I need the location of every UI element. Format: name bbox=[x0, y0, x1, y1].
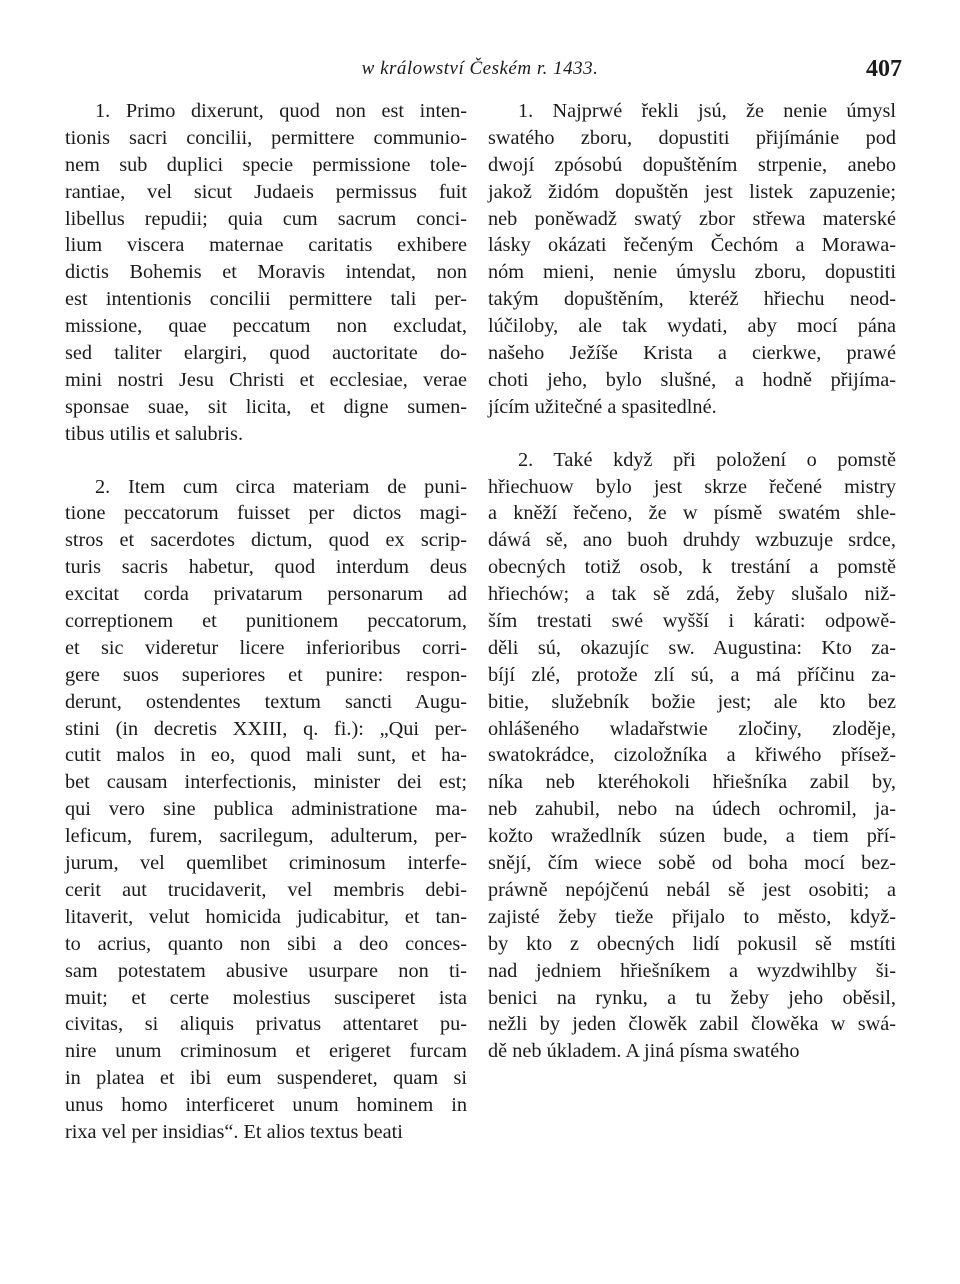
text-line: by kto z obecných lidí pokusil sě mstíti bbox=[488, 932, 896, 955]
text-line: bíjí zlé, protože zlí sú, a má příčinu za- bbox=[488, 663, 896, 686]
text-line: swatokrádce, cizoložníka a křiwého přísež- bbox=[488, 744, 896, 767]
text-line: dě neb úkladem. A jiná písma swatého bbox=[488, 1040, 800, 1063]
running-title: w králowství Českém r. 1433. bbox=[361, 58, 599, 79]
text-line: dáwá sě, ano buoh druhdy wzbuzuje srdce, bbox=[488, 529, 896, 552]
text-line: qui vero sine publica administratione ma- bbox=[65, 798, 467, 821]
text-line: 2. Item cum circa materiam de puni- bbox=[95, 475, 467, 498]
text-line: 1. Primo dixerunt, quod non est inten- bbox=[95, 100, 467, 122]
text-line: ším trestati swé wyšší i kárati: odpowě- bbox=[488, 610, 896, 633]
text-line: kožto wražedlník súzen bude, a tiem pří- bbox=[488, 825, 896, 848]
text-line: jurum, vel quemlibet criminosum interfe- bbox=[65, 852, 467, 875]
czech-column bbox=[488, 98, 896, 1065]
text-line: hřiechuow bylo jest skrze řečené mistry bbox=[488, 475, 896, 498]
text-line: takým dopuštěním, kteréž hřiechu neod- bbox=[488, 288, 896, 311]
text-line: rantiae, vel sicut Judaeis permissus fuit bbox=[65, 180, 467, 203]
text-line: lúčiloby, ale tak wydati, aby mocí pána bbox=[488, 315, 896, 338]
text-line: lásky okázati řečeným Čechóm a Morawa- bbox=[488, 234, 896, 257]
text-line: in platea et ibi eum suspenderet, quam si bbox=[65, 1067, 467, 1090]
text-line: et sic videretur licere inferioribus corri- bbox=[65, 636, 467, 659]
text-line: stros et sacerdotes dictum, quod ex scrip- bbox=[65, 529, 467, 552]
text-line: hřiechów; a tak sě zdá, žeby slušalo niž- bbox=[488, 583, 896, 606]
text-line: benici na rynku, a tu žeby jeho oběsil, bbox=[488, 986, 896, 1009]
text-line: excitat corda privatarum personarum ad bbox=[65, 583, 467, 606]
text-line: bet causam interfectionis, minister dei est; bbox=[65, 771, 467, 794]
text-line: sam potestatem abusive usurpare non ti- bbox=[65, 959, 467, 982]
text-line: libellus repudii; quia cum sacrum conci- bbox=[65, 207, 467, 230]
text-line: tionis sacri concilii, permittere communio- bbox=[65, 126, 467, 149]
text-line: sponsae suae, sit licita, et digne sumen- bbox=[65, 395, 467, 418]
text-line: tione peccatorum fuisset per dictos magi- bbox=[65, 502, 467, 525]
text-line: sed taliter elargiri, quod auctoritate do- bbox=[65, 342, 467, 365]
text-line: choti jeho, bylo slušné, a hodně přijíma- bbox=[488, 368, 896, 391]
text-line: nad jedniem hřiešníkem a wyzdwihlby ši- bbox=[488, 959, 896, 982]
text-line: unus homo interficeret unum hominem in bbox=[65, 1094, 467, 1117]
text-line: swatého zboru, dopustiti přijímánie pod bbox=[488, 126, 896, 149]
text-line: níka neb kteréhokoli hřiešníka zabil by, bbox=[488, 771, 896, 794]
text-line: nire unum criminosum et erigeret furcam bbox=[65, 1040, 467, 1063]
text-line: neb zahubil, nebo na údech ochromil, ja- bbox=[488, 798, 896, 821]
page-number: 407 bbox=[866, 56, 902, 82]
running-head bbox=[0, 58, 960, 88]
text-line: děli sú, okazujíc sw. Augustina: Kto za- bbox=[488, 636, 896, 659]
text-line: mini nostri Jesu Christi et ecclesiae, verae bbox=[65, 368, 467, 391]
text-line: correptionem et punitionem peccatorum, bbox=[65, 610, 467, 633]
text-line: est intentionis concilii permittere tali per- bbox=[65, 288, 467, 311]
text-line: leficum, furem, sacrilegum, adulterum, per- bbox=[65, 825, 467, 848]
text-line: zajisté žeby tieže přijalo to město, když- bbox=[488, 905, 896, 928]
text-line: ohlášeného wladařstwie zločiny, zloděje, bbox=[488, 717, 896, 740]
text-line: civitas, si aliquis privatus attentaret pu- bbox=[65, 1013, 467, 1036]
czech-paragraph-1 bbox=[488, 98, 896, 421]
text-line: 1. Najprwé řekli jsú, že nenie úmysl bbox=[518, 100, 896, 122]
text-line: tibus utilis et salubris. bbox=[65, 422, 244, 445]
text-line: cerit aut trucidaverit, vel membris debi- bbox=[65, 878, 467, 901]
text-line: stini (in decretis XXIII, q. fi.): „Qui per- bbox=[65, 717, 467, 740]
text-line: obecných totiž osob, k trestání a pomstě bbox=[488, 556, 896, 579]
text-line: to acrius, quanto non sibi a deo conces- bbox=[65, 932, 467, 955]
text-line: derunt, ostendentes textum sancti Augu- bbox=[65, 690, 467, 713]
text-line: rixa vel per insidias“. Et alios textus beati bbox=[65, 1120, 403, 1143]
latin-paragraph-2 bbox=[65, 474, 467, 1146]
text-line: jícím užitečné a spasitedlné. bbox=[488, 395, 717, 418]
text-line: jakož židóm dopuštěn jest listek zapuzenie; bbox=[488, 180, 896, 203]
text-line: missione, quae peccatum non excludat, bbox=[65, 315, 467, 338]
text-line: dictis Bohemis et Moravis intendat, non bbox=[65, 261, 467, 284]
text-line: litaverit, velut homicida judicabitur, et tan- bbox=[65, 905, 467, 928]
czech-paragraph-2 bbox=[488, 447, 896, 1065]
text-line: neb poněwadž swatý zbor střewa materské bbox=[488, 207, 896, 230]
paragraph-gap bbox=[65, 448, 467, 474]
text-line: nóm mieni, nenie úmyslu zboru, dopustiti bbox=[488, 261, 896, 284]
text-line: práwně nepójčenú nebál sě jest osobiti; a bbox=[488, 878, 896, 901]
latin-paragraph-1 bbox=[65, 98, 467, 448]
text-line: 2. Také když při položení o pomstě bbox=[518, 448, 896, 471]
text-line: našeho Ježíše Krista a cierkwe, prawé bbox=[488, 342, 896, 365]
text-line: a kněží řečeno, že w písmě swatém shle- bbox=[488, 502, 896, 525]
text-line: lium viscera maternae caritatis exhibere bbox=[65, 234, 467, 257]
paragraph-gap bbox=[488, 421, 896, 447]
text-line: nežli by jeden člowěk zabil člowěka w swá- bbox=[488, 1013, 896, 1036]
text-line: snějí, čím wiece sobě od boha mocí bez- bbox=[488, 852, 896, 875]
text-line: turis sacris habetur, quod interdum deus bbox=[65, 556, 467, 579]
text-line: cutit malos in eo, quod mali sunt, et ha- bbox=[65, 744, 467, 767]
latin-column bbox=[65, 98, 467, 1146]
text-line: dwojí zpósobú dopuštěním strpenie, anebo bbox=[488, 153, 896, 176]
text-line: muit; et certe molestius susciperet ista bbox=[65, 986, 467, 1009]
text-line: bitie, služebník božie jest; ale kto bez bbox=[488, 690, 896, 713]
text-line: nem sub duplici specie permissione tole- bbox=[65, 153, 467, 176]
text-line: gere suos superiores et punire: respon- bbox=[65, 663, 467, 686]
